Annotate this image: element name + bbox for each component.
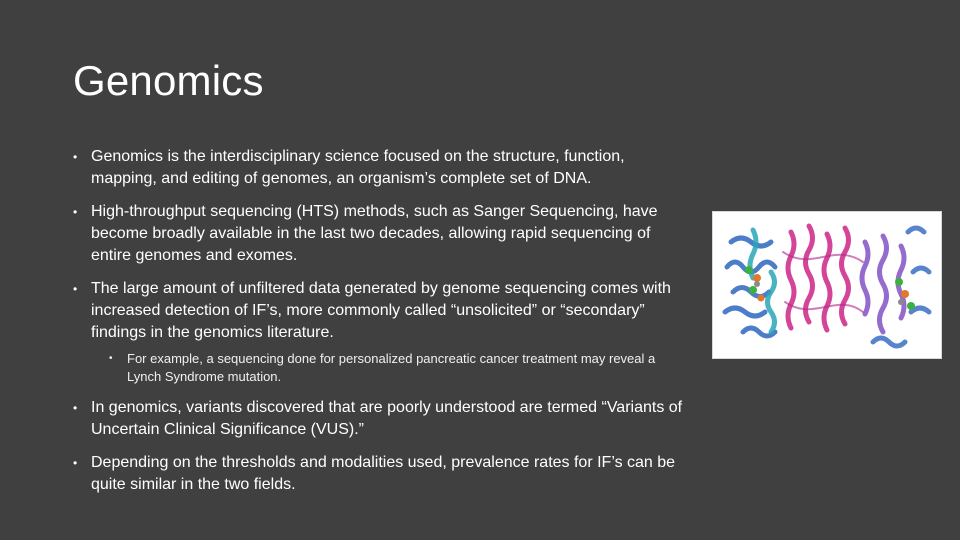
bullet-glyph: • — [73, 282, 78, 296]
protein-structure-image — [712, 211, 942, 359]
bullet-glyph: • — [73, 205, 78, 219]
bullet-item — [73, 146, 693, 190]
bullet-item — [73, 201, 693, 267]
slide-title: Genomics — [73, 57, 264, 104]
bullet-text: Depending on the thresholds and modalities used, prevalence rates for IF’s can be quite similar in the two fields. — [91, 454, 676, 493]
bullet-text: Genomics is the interdisciplinary science focused on the structure, function, mapping, and editing of genomes, an organism’s complete set of DNA. — [91, 148, 625, 187]
bullet-text: The large amount of unfiltered data generated by genome sequencing comes with increased detection of IF’s, more commonly called “unsolicited” or “secondary” findings in the genomics literature. — [91, 280, 671, 341]
bullet-item — [73, 452, 693, 496]
sub-bullet-text: For example, a sequencing done for personalized pancreatic cancer treatment may reveal a Lynch Syndrome mutation. — [127, 351, 656, 384]
bullet-item — [73, 278, 693, 344]
bullet-text: In genomics, variants discovered that are poorly understood are termed “Variants of Uncertain Clinical Significance (VUS).” — [91, 399, 683, 438]
bullet-list — [73, 146, 693, 507]
bullet-glyph: • — [109, 353, 113, 364]
bullet-item — [73, 397, 693, 441]
bullet-glyph: • — [73, 401, 78, 415]
protein-structure-icon — [713, 212, 941, 358]
sub-bullet-item — [73, 350, 687, 386]
bullet-text: High-throughput sequencing (HTS) methods, such as Sanger Sequencing, have become broadly available in the last two decades, allowing rapid sequencing of entire genomes and exomes. — [91, 203, 658, 264]
bullet-glyph: • — [73, 150, 78, 164]
bullet-glyph: • — [73, 456, 78, 470]
